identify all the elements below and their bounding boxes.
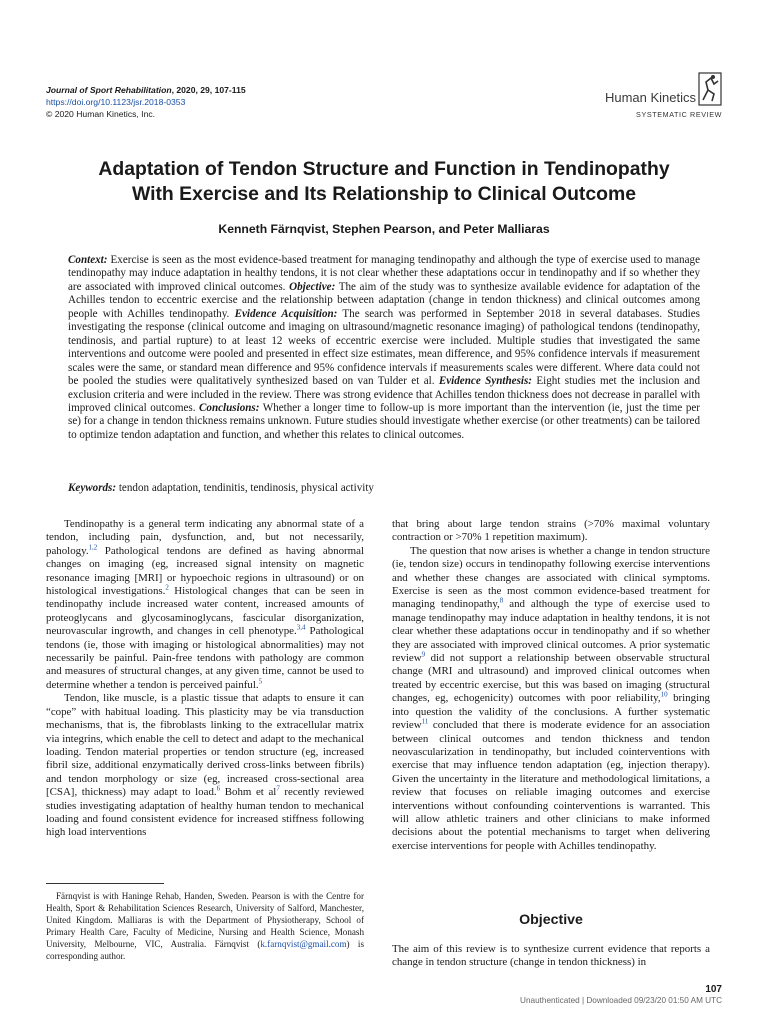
abstract-conclusions: Whether a longer time to follow-up is more important than the intervention (ie, just the time per se) for a change in tendon thickness remains unknown. Future studies should investigate whether exercise (or other treatments) can be tailored to optimize tendon adaptation and function, and whether this relates to clinical outcomes.	[68, 401, 700, 441]
abstract	[68, 254, 700, 442]
footnote-divider	[46, 883, 164, 884]
paragraph-text: Tendon, like muscle, is a plastic tissue that adapts to ensure it can “cope” with habitual loading. This plasticity may be via transduction mechanisms, that is, the fibroblasts linking to the extracellular matrix via integrins, which enable the cell to detect and adapt to the mechanical loading. Tendon material properties or tendon structure (eg, increased fibril size, additional enzymatically derived cross-links between fibrils) and tendon morphology or size (eg, increased cross-sectional area [CSA], thickness) may adapt to load.	[46, 692, 364, 799]
footnote-text: Färnqvist is with Haninge Rehab, Handen, Sweden. Pearson is with the Centre for Health, Sport & Rehabilitation Sciences Research, University of Salford, Manchester, United Kingdom. Malliaras is with the Department of Physiotherapy, School of Primary Health Care, Faculty of Medicine, Nursing and Health Science, Monash University, Melbourne, VIC, Australia. Färnqvist (	[46, 891, 364, 950]
page-number: 107	[705, 984, 722, 995]
paragraph	[46, 518, 364, 692]
keywords	[68, 482, 700, 496]
section-heading-objective: Objective	[519, 912, 583, 928]
paragraph	[46, 692, 364, 839]
abstract-objective: The aim of the study was to synthesize available evidence for adaptation of the Achilles tendon to eccentric exercise and the relationship between adaptation (change in tendon thickness) and clinical outcomes among people with Achilles tendinopathy.	[68, 280, 701, 320]
reference-link[interactable]: 10	[660, 690, 668, 699]
doi-link[interactable]: https://doi.org/10.1123/jsr.2018-0353	[46, 97, 186, 107]
keywords-label: Keywords:	[68, 482, 117, 494]
reference-link[interactable]: 7	[276, 784, 280, 793]
reference-link[interactable]: 5	[258, 677, 263, 686]
reference-link[interactable]: 1,2	[88, 543, 98, 552]
footnote-text: ) is corresponding author.	[46, 939, 364, 962]
title-line-2: With Exercise and Its Relationship to Clinical Outcome	[131, 183, 637, 205]
publisher-block	[522, 72, 722, 122]
reference-link[interactable]: 8	[499, 596, 504, 605]
copyright: © 2020 Human Kinetics, Inc.	[46, 109, 156, 119]
article-title	[40, 157, 728, 207]
abstract-context: Exercise is seen as the most evidence-based treatment for managing tendinopathy and although the type of exercise used to manage tendinopathy may induce adaptation in healthy tendons, it is not clear whether these adaptations occur in tendinopathy and if so whether they are associated with improved clinical outcomes.	[68, 254, 700, 293]
reference-link[interactable]: 6	[216, 784, 221, 793]
paragraph-text: Pathological tendons (ie, those with imaging or histological abnormalities) may not necessarily be painful. Pain-free tendons with pathology are common and measures of structural changes, at any given time, cannot be used to determine whether a tendon is perceived painful.	[46, 625, 364, 691]
journal-citation	[46, 84, 246, 96]
paragraph	[392, 545, 710, 853]
abstract-label-conclusions: Conclusions:	[199, 401, 260, 414]
abstract-label-context: Context:	[68, 254, 108, 266]
keywords-text: tendon adaptation, tendinitis, tendinosis, physical activity	[116, 482, 374, 494]
paragraph-text: The question that now arises is whether a change in tendon structure (ie, tendon size) occurs in tendinopathy following exercise interventions and whether these changes are associated with clinical symptoms. Exercise is seen as the most common evidence-based treatment for managing tendinopathy,	[392, 544, 710, 611]
journal-header	[46, 84, 246, 120]
paragraph-text: Pathological tendons are defined as having abnormal changes on imaging (eg, increased signal intensity on magnetic resonance imaging [MRI] or hypoechoic regions in ultrasound) or on histological investigations.	[46, 544, 364, 598]
body-column-right	[392, 518, 710, 853]
abstract-label-objective: Objective:	[289, 280, 336, 293]
abstract-label-evidence-synthesis: Evidence Synthesis:	[438, 375, 532, 388]
author-list: Kenneth Färnqvist, Stephen Pearson, and Peter Malliaras	[218, 222, 550, 236]
reference-link[interactable]: 2	[165, 583, 169, 592]
paragraph-text: concluded that there is moderate evidence for an association between clinical outcomes and tendon thickness and tendon neovascularization in tendinopathy, but included cointerventions with exercise that may influence tendon adaptation (eg, injection therapy). Given the uncertainty in the literature and methodological limitations, a review that focuses on reliable imaging outcomes and exercise interventions without confounding cointerventions is warranted. This will allow athletic trainers and other clinicians to make informed decisions about the potential mechanisms to target when delivering exercise interventions for people with Achilles tendinopathy.	[392, 719, 710, 852]
objective-section-text	[392, 943, 710, 970]
reference-link[interactable]: 11	[421, 717, 429, 726]
publisher-name: Human Kinetics	[604, 90, 696, 105]
journal-name: Journal of Sport Rehabilitation	[46, 85, 172, 95]
paragraph: The aim of this review is to synthesize current evidence that reports a change in tendon structure (change in tendon thickness) in	[392, 943, 710, 969]
paragraph-text: recently reviewed studies investigating adaptation of healthy human tendon to mechanical loading and found consistent evidence for increased stiffness following high load interventions	[46, 786, 365, 839]
body-column-left	[46, 518, 364, 840]
abstract-label-evidence-acquisition: Evidence Acquisition:	[234, 307, 338, 320]
abstract-evidence-synthesis: Eight studies met the inclusion and exclusion criteria and were included in the review. There was strong evidence that Achilles tendon thickness does not decrease in parallel with improved clinical outcomes.	[68, 375, 700, 414]
article-type: SYSTEMATIC REVIEW	[636, 110, 722, 119]
abstract-evidence-acquisition: The search was performed in September 2018 in several databases. Studies investigating the response (clinical outcome and imaging on ultrasound/magnetic resonance imaging) of pathological tendons (tendinopathy, tendinosis, and partial rupture) to at least 12 weeks of eccentric exercise were included. Multiple studies that investigated the same interventions and outcome were pooled and presented in effect size estimates, mean difference, and 95% confidence intervals if measurement scales were the same, or standard mean difference and 95% confidence intervals if measurements scales were different. Where data could not be pooled the studies were qualitatively synthesized based on van Tulder et al.	[68, 307, 700, 388]
paragraph-text: did not support a relationship between observable structural change (MRI and ultrasound) and improved clinical outcomes when treated by eccentric exercise, but this was based on imaging (structural changes, eg, echogenicity) outcomes with poor reliability,	[392, 652, 710, 705]
paragraph: that bring about large tendon strains (>70% maximal voluntary contraction or >70% 1 repetition maximum).	[392, 518, 710, 544]
human-kinetics-logo-icon	[698, 72, 722, 106]
reference-link[interactable]: 9	[421, 650, 426, 659]
paragraph-text: Bohm et al	[220, 786, 277, 799]
reference-link[interactable]: 3,4	[296, 623, 306, 632]
paragraph-text: bringing into question the validity of the conclusions. A further systematic review	[392, 692, 710, 732]
download-watermark: Unauthenticated | Downloaded 09/23/20 01:50 AM UTC	[520, 996, 722, 1005]
paragraph-text: and although the type of exercise used to manage tendinopathy may induce adaptation in healthy tendons, it is not clear whether these adaptations occur in tendinopathy and if so whether they are associated with improved clinical outcomes. A prior systematic review	[392, 598, 710, 665]
title-line-1: Adaptation of Tendon Structure and Function in Tendinopathy	[98, 158, 670, 180]
paragraph-text: Tendinopathy is a general term indicating any abnormal state of a tendon, including pain, dysfunction, and, but not necessarily, pahology.	[46, 518, 364, 557]
journal-volume: , 2020, 29, 107-115	[171, 85, 246, 95]
author-affiliations-footnote	[46, 890, 364, 963]
paragraph-text: Histological changes that can be seen in tendinopathy include increased water content, increased amounts of proteoglycans and glycosaminoglycans, fascicular disorganization, neurovascular ingrowth, and changes in cell phenotype.	[46, 585, 365, 638]
email-link[interactable]: k.farnqvist@gmail.com	[260, 939, 347, 950]
